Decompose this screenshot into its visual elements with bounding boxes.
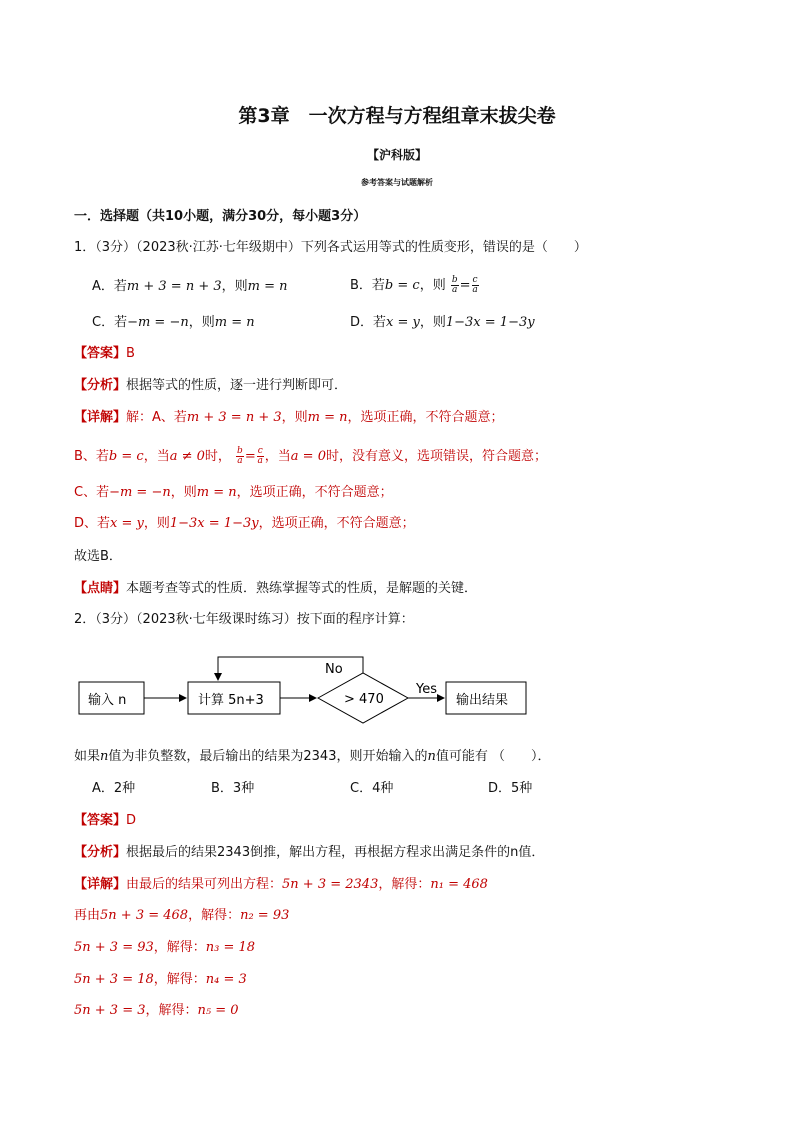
q2-detail-line-5: 5n + 3 = 3，解得：n₅ = 0	[74, 1003, 239, 1018]
q2-option-b: B．3种	[211, 781, 255, 796]
flow-output-label: 输出结果	[456, 693, 509, 708]
question-2-stem: 2．（3分）（2023秋·七年级课时练习）按下面的程序计算：	[74, 612, 414, 627]
q1-detail-line-2: B、若b = c，当a ≠ 0时， $\frac{b}{a}$ = $\frac{c}{a}$ ，当a = 0时，没有意义，选项错误，符合题意；	[74, 446, 547, 466]
page-title: 第3章 一次方程与方程组章末拔尖卷	[238, 105, 556, 127]
q1-conclusion: 故选B．	[74, 549, 122, 564]
q1-detail-line-1: 【详解】解：A、若m + 3 = n + 3，则m = n，选项正确，不符合题意；	[74, 410, 504, 425]
q1-option-d: D．若x = y，则1−3x = 1−3y	[350, 315, 535, 330]
q2-question: 如果n值为非负整数，最后输出的结果为2343，则开始输入的n值可能有 （ ）．	[74, 749, 551, 764]
q2-detail-line-2: 再由5n + 3 = 468，解得：n₂ = 93	[74, 908, 290, 923]
flow-no-label: No	[325, 662, 343, 677]
q2-detail-line-1: 【详解】由最后的结果可列出方程：5n + 3 = 2343，解得：n₁ = 468	[74, 877, 488, 892]
answer-key-subtitle: 参考答案与试题解析	[361, 178, 433, 187]
q1-option-c: C．若−m = −n，则m = n	[92, 315, 255, 330]
q2-detail-line-4: 5n + 3 = 18，解得：n₄ = 3	[74, 972, 247, 987]
q1-option-b: B．若b = c，则 $\frac{b}{a}$ = $\frac{c}{a}$	[350, 275, 478, 295]
q2-option-c: C．4种	[350, 781, 394, 796]
fraction-b-over-a: $\frac{b}{a}$	[451, 275, 458, 295]
program-flowchart	[0, 648, 794, 738]
q1-detail-line-3: C、若−m = −n，则m = n，选项正确，不符合题意；	[74, 485, 393, 500]
q1-comment: 【点睛】本题考查等式的性质．熟练掌握等式的性质，是解题的关键．	[74, 581, 478, 596]
q2-answer: 【答案】D	[74, 813, 137, 828]
q1-detail-line-4: D、若x = y，则1−3x = 1−3y，选项正确，不符合题意；	[74, 516, 415, 531]
question-1-stem: 1．（3分）（2023秋·江苏·七年级期中）下列各式运用等式的性质变形，错误的是（ ）	[74, 240, 587, 255]
flow-yes-label: Yes	[416, 682, 437, 697]
q2-analysis: 【分析】根据最后的结果2343倒推，解出方程，再根据方程求出满足条件的n值．	[74, 845, 545, 860]
section-heading: 一．选择题（共10小题，满分30分，每小题3分）	[74, 209, 367, 224]
flow-input-label: 输入 n	[88, 693, 127, 708]
q2-detail-line-3: 5n + 3 = 93，解得：n₃ = 18	[74, 940, 256, 955]
q1-answer: 【答案】B	[74, 346, 135, 361]
q2-option-d: D．5种	[488, 781, 533, 796]
fraction-c-over-a: $\frac{c}{a}$	[257, 446, 263, 466]
fraction-c-over-a: $\frac{c}{a}$	[472, 275, 478, 295]
q2-option-a: A．2种	[92, 781, 136, 796]
q1-option-a: A．若m + 3 = n + 3，则m = n	[92, 279, 288, 294]
q1-analysis: 【分析】根据等式的性质，逐一进行判断即可．	[74, 378, 348, 393]
flow-compute-label: 计算 5n+3	[198, 693, 264, 708]
flow-condition-label: > 470	[344, 692, 384, 707]
fraction-b-over-a: $\frac{b}{a}$	[237, 446, 243, 466]
edition-label: 【沪科版】	[366, 148, 427, 162]
